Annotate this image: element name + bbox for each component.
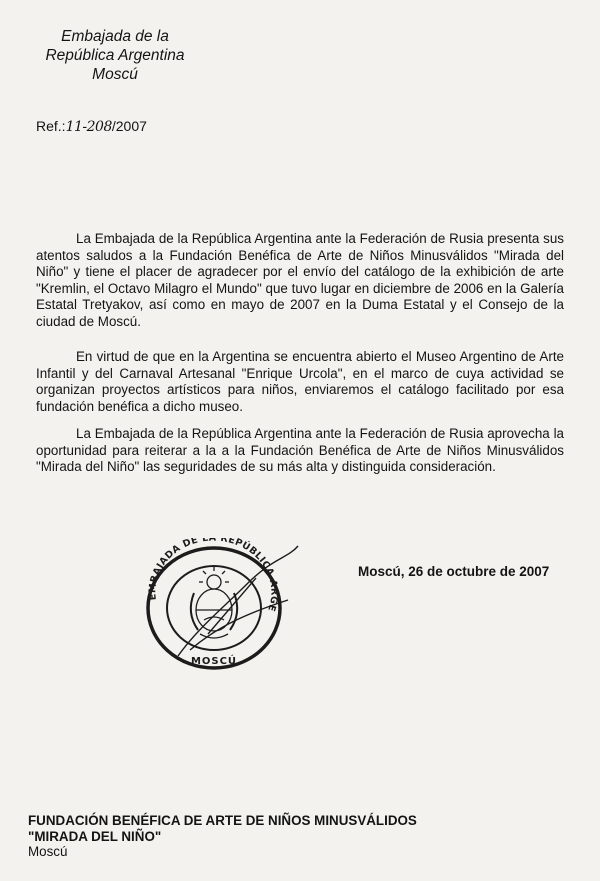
body-paragraph-3: La Embajada de la República Argentina ante la Federación de Rusia aprovecha la oportunidad para reiterar a la a la Fundación Benéfica de Arte de Niños Minusválidos "Mirada del Niño" las seguridades de su más alta y distinguida consideración. [36, 426, 564, 475]
date-line: Moscú, 26 de octubre de 2007 [358, 564, 550, 579]
letterhead-line-3: Moscú [92, 66, 138, 83]
addressee-block [28, 813, 417, 860]
letterhead-line-1: Embajada de la [61, 28, 169, 45]
seal-icon [138, 538, 308, 678]
body-paragraph-1: La Embajada de la República Argentina ante la Federación de Rusia presenta sus atentos saludos a la Fundación Benéfica de Arte de Niños Minusválidos "Mirada del Niño" y tiene el placer de agradecer por el envío del catálogo de la exhibición de arte "Kremlin, el Octavo Milagro el Mundo" que tuvo lugar en diciembre de 2006 en la Galería Estatal Tretyakov, así como en mayo de 2007 en la Duma Estatal y el Consejo de la ciudad de Moscú. [36, 231, 564, 329]
addressee-line-3: Moscú [28, 844, 68, 859]
seal-top-text: EMBAJADA DE LA REPÚBLICA ARGE [147, 538, 280, 613]
addressee-line-2: "MIRADA DEL NIÑO" [28, 828, 162, 844]
reference-number [36, 118, 147, 135]
letterhead-line-2: República Argentina [45, 47, 185, 64]
reference-suffix: /2007 [111, 118, 147, 134]
addressee-line-1: FUNDACIÓN BENÉFICA DE ARTE DE NIÑOS MINUSVÁLIDOS [28, 813, 417, 828]
reference-handwritten: 11-208 [65, 119, 112, 135]
body-paragraph-2: En virtud de que en la Argentina se encuentra abierto el Museo Argentino de Arte Infantil y del Carnaval Artesanal "Enrique Urcola", en el marco de cuya actividad se organizan proyectos artísticos para niños, enviaremos el catálogo facilitado por esa fundación benéfica a dicho museo. [36, 349, 564, 414]
embassy-letterhead [30, 27, 200, 84]
seal-bottom-text: MOSCÚ [190, 656, 238, 667]
embassy-seal-and-signature [138, 538, 308, 683]
reference-prefix: Ref.: [36, 118, 66, 134]
